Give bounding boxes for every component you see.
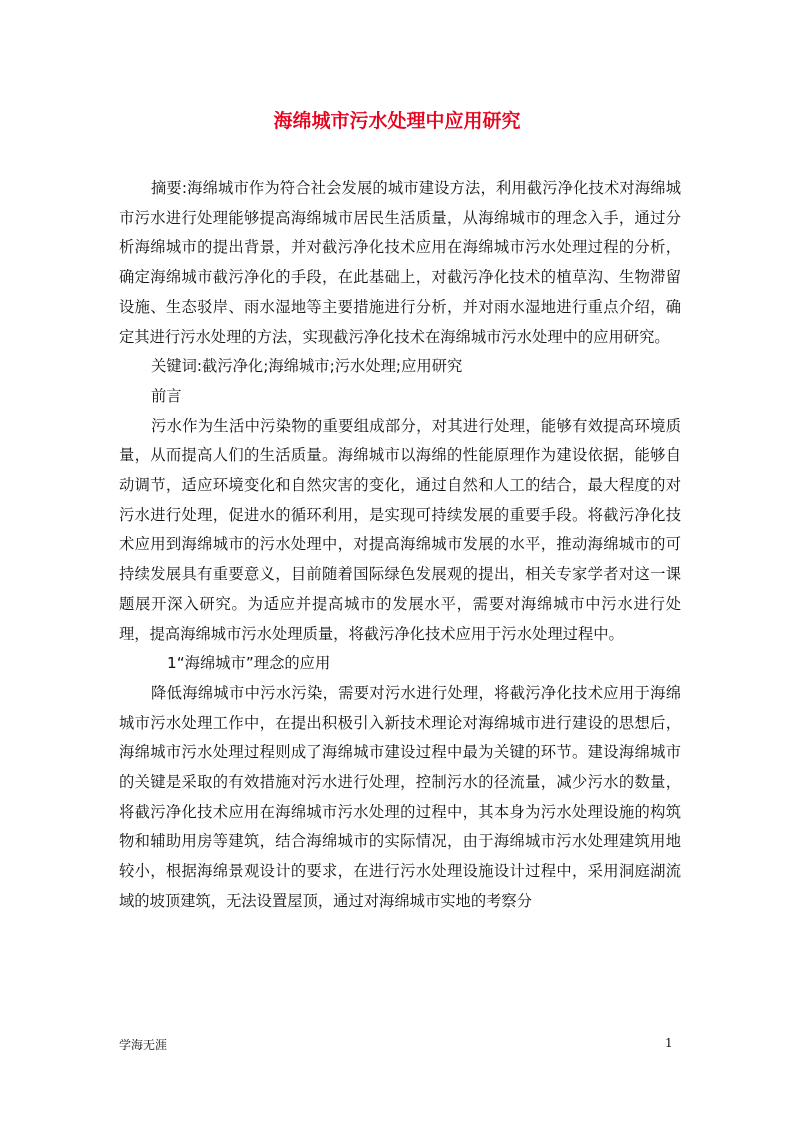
page-number: 1 [665,1036,673,1050]
document-title: 海绵城市污水处理中应用研究 [273,110,521,132]
preface-heading: 前言 [151,386,182,405]
section-1-paragraph: 降低海绵城市中污水污染，需要对污水进行处理，将截污净化技术应用于海绵城市污水处理工作中，在提出积极引入新技术理论对海绵城市进行建设的思想后，海绵城市污水处理过程则成了海绵城市建设过程中最为关键的环节。建设海绵城市的关键是采取的有效措施对污水进行处理，控制污水的径流量，减少污水的数量，将截污净化技术应用在海绵城市污水处理的过程中，其本身为污水处理设施的构筑物和辅助用房等建筑，结合海绵城市的实际情况，由于海绵城市污水处理建筑用地较小，根据海绵景观设计的要求，在进行污水处理设施设计过程中，采用洞庭湖流域的坡顶建筑，无法设置屋顶，通过对海绵城市实地的考察分 [119,683,681,910]
footer-text: 学海无涯 [119,1038,168,1052]
section-1-heading: 1“海绵城市”理念的应用 [167,654,331,673]
keywords-line: 关键词:截污净化;海绵城市;污水处理;应用研究 [151,357,463,376]
abstract-paragraph: 摘要:海绵城市作为符合社会发展的城市建设方法，利用截污净化技术对海绵城市污水进行处理能够提高海绵城市居民生活质量，从海绵城市的理念入手，通过分析海绵城市的提出背景，并对截污净化技术应用在海绵城市污水处理过程的分析，确定海绵城市截污净化的手段，在此基础上，对截污净化技术的植草沟、生物滞留设施、生态驳岸、雨水湿地等主要措施进行分析，并对雨水湿地进行重点介绍，确定其进行污水处理的方法，实现截污净化技术在海绵城市污水处理中的应用研究。 [119,179,681,346]
preface-paragraph: 污水作为生活中污染物的重要组成部分，对其进行处理，能够有效提高环境质量，从而提高人们的生活质量。海绵城市以海绵的性能原理作为建设依据，能够自动调节，适应环境变化和自然灾害的变化，通过自然和人工的结合，最大程度的对污水进行处理，促进水的循环利用，是实现可持续发展的重要手段。将截污净化技术应用到海绵城市的污水处理中，对提高海绵城市发展的水平，推动海绵城市的可持续发展具有重要意义，目前随着国际绿色发展观的提出，相关专家学者对这一课题展开深入研究。为适应并提高城市的发展水平，需要对海绵城市中污水进行处理，提高海绵城市污水处理质量，将截污净化技术应用于污水处理过程中。 [119,416,681,643]
document-body [119,174,681,917]
